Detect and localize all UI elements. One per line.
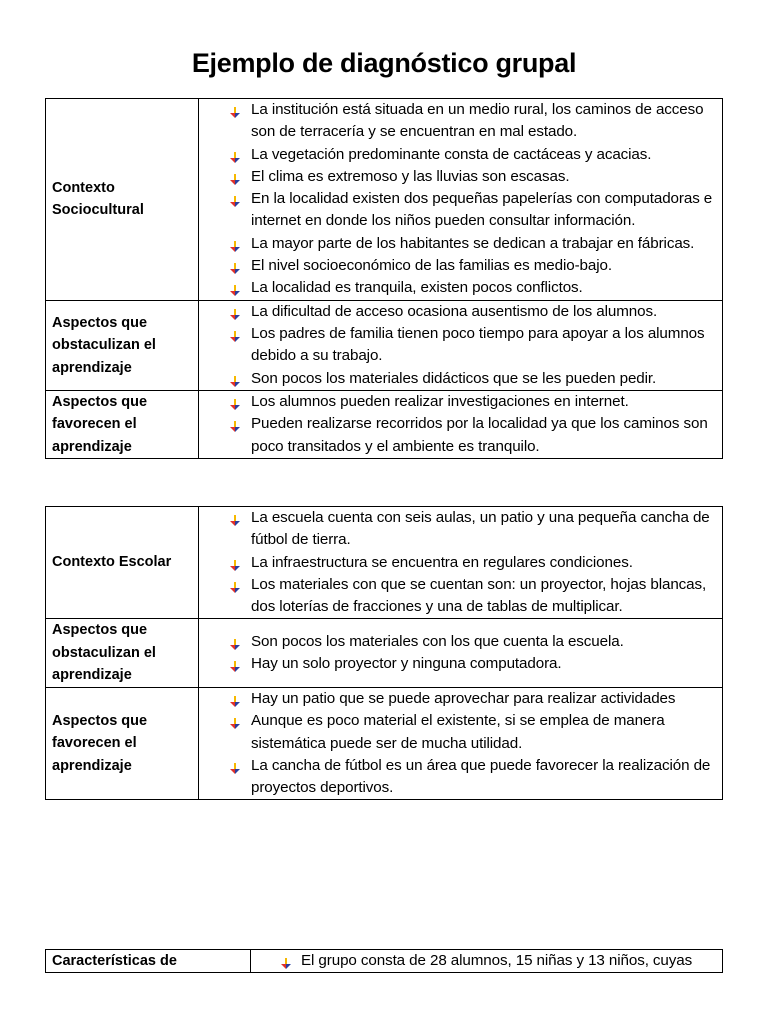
- list-item-text: La escuela cuenta con seis aulas, un patio y una pequeña cancha de fútbol de tierra.: [251, 509, 710, 549]
- bullet-list: [199, 391, 718, 458]
- list-item-text: La cancha de fútbol es un área que puede favorecer la realización de proyectos deportivos.: [251, 756, 711, 797]
- row-label: Contexto Escolar: [46, 507, 199, 619]
- row-label: Aspectos que obstaculizan el aprendizaje: [46, 619, 199, 688]
- sociocultural-context-table: [45, 98, 723, 459]
- list-item-text: La vegetación predominante consta de cactáceas y acacias.: [251, 145, 652, 163]
- list-item-text: La localidad es tranquila, existen pocos conflictos.: [251, 279, 583, 297]
- arrow-down-bullet-icon: [229, 658, 241, 670]
- list-item: [199, 755, 718, 800]
- list-item: [199, 391, 718, 413]
- bullet-list: [199, 688, 718, 799]
- arrow-down-bullet-icon: [229, 396, 241, 408]
- arrow-down-bullet-icon: [229, 238, 241, 250]
- list-item-text: Aunque es poco material el existente, si se emplea de manera sistemática puede ser de mucha utilidad.: [251, 712, 665, 752]
- list-item-text: La institución está situada en un medio rural, los caminos de acceso son de terracería y se encuentran en mal estado.: [251, 101, 704, 141]
- row-label: Características de: [46, 950, 251, 973]
- list-item: [199, 233, 718, 255]
- list-item-text: La dificultad de acceso ocasiona ausentismo de los alumnos.: [251, 302, 658, 320]
- row-label: Aspectos que favorecen el aprendizaje: [46, 687, 199, 799]
- table-row: [46, 619, 723, 688]
- arrow-down-bullet-icon: [229, 373, 241, 385]
- list-item: [199, 144, 718, 166]
- group-characteristics-table: [45, 949, 723, 973]
- list-item-text: Son pocos los materiales didácticos que se les pueden pedir.: [251, 369, 657, 387]
- arrow-down-bullet-icon: [229, 715, 241, 727]
- row-content: [199, 687, 723, 799]
- arrow-down-bullet-icon: [229, 260, 241, 272]
- row-content: [199, 99, 723, 301]
- arrow-down-bullet-icon: [229, 512, 241, 524]
- list-item: [199, 301, 718, 323]
- table-row: [46, 950, 723, 973]
- arrow-down-bullet-icon: [229, 171, 241, 183]
- bullet-list: [199, 631, 718, 676]
- table-row: [46, 390, 723, 459]
- list-item-text: Los padres de familia tienen poco tiempo para apoyar a los alumnos debido a su trabajo.: [251, 324, 705, 365]
- list-item: [199, 710, 718, 755]
- list-item: [199, 99, 718, 144]
- table-row: [46, 300, 723, 390]
- arrow-down-bullet-icon: [229, 328, 241, 340]
- row-content: [251, 950, 723, 973]
- arrow-down-bullet-icon: [229, 693, 241, 705]
- arrow-down-bullet-icon: [229, 193, 241, 205]
- list-item-text: El grupo consta de 28 alumnos, 15 niñas y 13 niños, cuyas: [301, 952, 693, 969]
- arrow-down-bullet-icon: [229, 149, 241, 161]
- list-item: [199, 552, 718, 574]
- list-item: [199, 631, 718, 653]
- row-content: [199, 619, 723, 688]
- arrow-down-bullet-icon: [280, 955, 292, 967]
- bullet-list: [199, 301, 718, 390]
- list-item: [199, 166, 718, 188]
- page-title: Ejemplo de diagnóstico grupal: [191, 48, 577, 78]
- list-item: [199, 688, 718, 710]
- arrow-down-bullet-icon: [229, 760, 241, 772]
- row-content: [199, 300, 723, 390]
- list-item-text: La mayor parte de los habitantes se dedican a trabajar en fábricas.: [251, 234, 695, 252]
- list-item-text: Hay un solo proyector y ninguna computadora.: [251, 655, 562, 673]
- row-content: [199, 390, 723, 459]
- arrow-down-bullet-icon: [229, 104, 241, 116]
- list-item-text: Son pocos los materiales con los que cuenta la escuela.: [251, 632, 624, 650]
- school-context-table: [45, 506, 723, 800]
- arrow-down-bullet-icon: [229, 418, 241, 430]
- list-item: [199, 368, 718, 390]
- list-item-text: La infraestructura se encuentra en regulares condiciones.: [251, 553, 633, 571]
- list-item: [199, 574, 718, 619]
- list-item-text: Hay un patio que se puede aprovechar para realizar actividades: [251, 689, 676, 707]
- list-item: [251, 950, 718, 972]
- list-item-text: Pueden realizarse recorridos por la localidad ya que los caminos son poco transitados y el ambiente es tranquilo.: [251, 415, 708, 455]
- list-item-text: Los materiales con que se cuentan son: un proyector, hojas blancas, dos loterías de fracciones y una de tablas de multiplicar.: [251, 575, 707, 616]
- list-item: [199, 413, 718, 458]
- list-item-text: El clima es extremoso y las lluvias son escasas.: [251, 167, 570, 185]
- row-label: Contexto Sociocultural: [46, 99, 199, 301]
- list-item-text: El nivel socioeconómico de las familias es medio-bajo.: [251, 257, 612, 275]
- list-item: [199, 277, 718, 299]
- list-item: [199, 255, 718, 277]
- bullet-list: [199, 99, 718, 300]
- list-item-text: En la localidad existen dos pequeñas papelerías con computadoras e internet en donde los niños pueden consultar información.: [251, 190, 713, 230]
- bullet-list: [251, 950, 718, 972]
- arrow-down-bullet-icon: [229, 636, 241, 648]
- list-item: [199, 188, 718, 233]
- arrow-down-bullet-icon: [229, 306, 241, 318]
- row-label: Aspectos que favorecen el aprendizaje: [46, 390, 199, 459]
- arrow-down-bullet-icon: [229, 557, 241, 569]
- arrow-down-bullet-icon: [229, 579, 241, 591]
- list-item-text: Los alumnos pueden realizar investigaciones en internet.: [251, 393, 629, 411]
- row-content: [199, 507, 723, 619]
- table-row: [46, 687, 723, 799]
- list-item: [199, 653, 718, 675]
- table-row: [46, 507, 723, 619]
- bullet-list: [199, 507, 718, 618]
- arrow-down-bullet-icon: [229, 282, 241, 294]
- table-row: [46, 99, 723, 301]
- row-label: Aspectos que obstaculizan el aprendizaje: [46, 300, 199, 390]
- list-item: [199, 323, 718, 368]
- list-item: [199, 507, 718, 552]
